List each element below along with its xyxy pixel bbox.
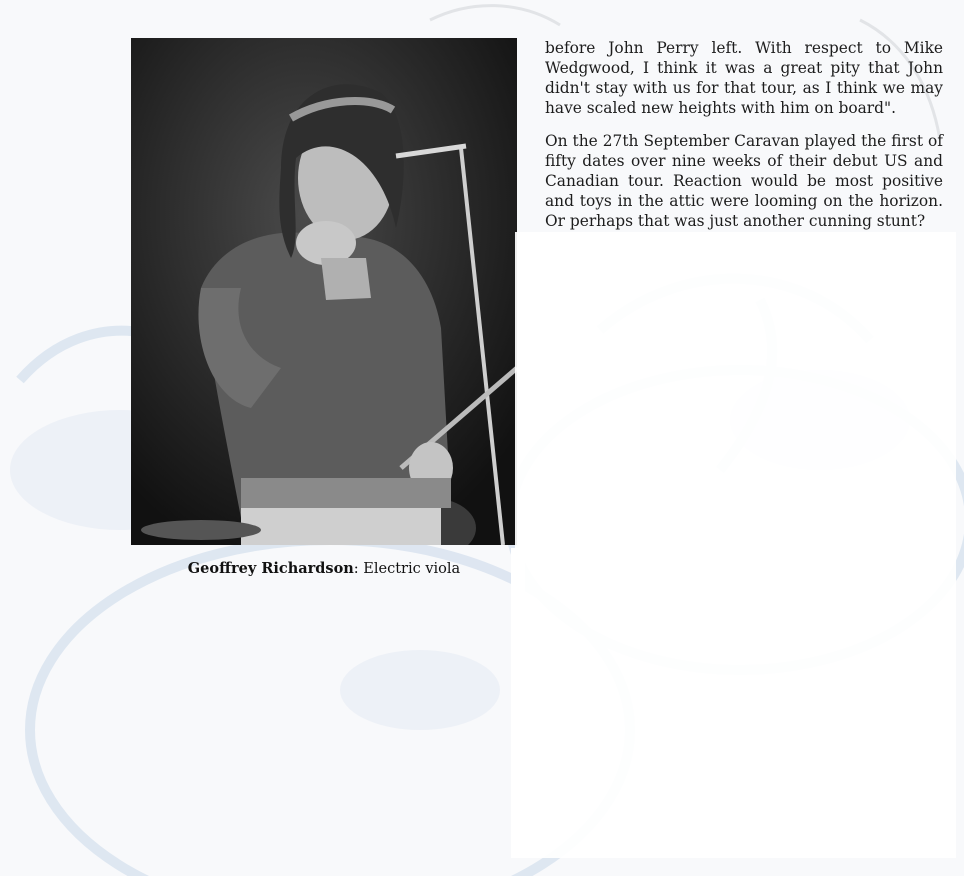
photo-caption [131, 560, 517, 577]
article-text [545, 38, 943, 244]
caption-text: Electric viola [363, 561, 461, 577]
caption-separator: : [353, 561, 364, 577]
caption-name: Geoffrey Richardson [187, 560, 354, 577]
performer-photo [131, 38, 517, 545]
blank-area [515, 232, 956, 858]
paragraph: before John Perry left. With respect to Mike Wedgwood, I think it was a great pity that John didn't stay with us for that tour, as I think we may have scaled new heights with him on board". [545, 39, 943, 117]
blank-area-strip [511, 548, 525, 858]
paragraph: On the 27th September Caravan played the first of fifty dates over nine weeks of their debut US and Canadian tour. Reaction would be most positive and toys in the attic were looming on the horizon. Or perhaps that was just another cunning stunt? [545, 132, 943, 230]
